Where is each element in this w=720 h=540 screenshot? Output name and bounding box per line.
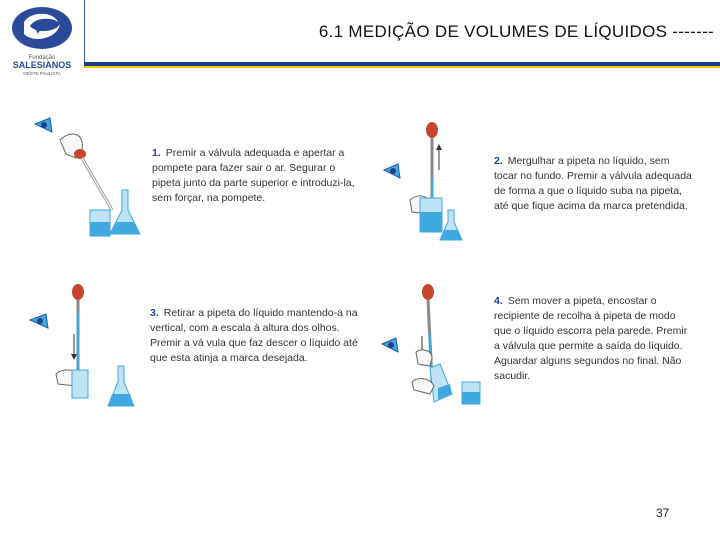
step-number: 2. xyxy=(494,155,503,167)
svg-text:Fundação: Fundação xyxy=(28,55,56,61)
step-number: 3. xyxy=(150,307,159,319)
step-number: 4. xyxy=(494,295,503,307)
step-text: Retirar a pipeta do líquido mantendo-a na vertical, com a escala à altura dos olhos. Premir a vá vula que faz descer o líquido até que esta atinja a marca desejada. xyxy=(150,307,358,364)
illustration-step-4 xyxy=(380,282,492,412)
svg-text:SALESIANOS: SALESIANOS xyxy=(12,60,72,70)
step-2 xyxy=(494,154,694,214)
step-1 xyxy=(152,146,364,206)
step-text: Premir a válvula adequada e apertar a pompete para fazer sair o ar. Segurar o pipeta junto da parte superior e introduzi-la, sem forçar, na pompete. xyxy=(152,147,355,204)
step-3 xyxy=(150,306,360,366)
illustration-step-2 xyxy=(382,118,482,248)
svg-text:OESTE PAULISTA: OESTE PAULISTA xyxy=(23,71,61,76)
header-accent-rule xyxy=(84,66,720,68)
page-number: 37 xyxy=(656,506,670,520)
step-4 xyxy=(494,294,694,384)
page-title: 6.1 MEDIÇÃO DE VOLUMES DE LÍQUIDOS ------- xyxy=(318,22,714,41)
step-text: Sem mover a pipeta, encostar o recipiente de recolha à pipeta de modo que o líquido escorra pela parede. Premir a válvula que permite a saída do líquido. Aguardar alguns segundos no final. Não sacudir. xyxy=(494,295,688,382)
step-number: 1. xyxy=(152,147,161,159)
illustration-step-3 xyxy=(28,282,148,412)
logo-divider xyxy=(84,0,85,62)
step-text: Mergulhar a pipeta no líquido, sem tocar no fundo. Premir a válvula adequada de forma a que o líquido suba na pipeta, até que fique acima da marca pretendida. xyxy=(494,155,692,212)
salesianos-logo xyxy=(4,4,80,80)
illustration-step-1 xyxy=(30,110,150,245)
